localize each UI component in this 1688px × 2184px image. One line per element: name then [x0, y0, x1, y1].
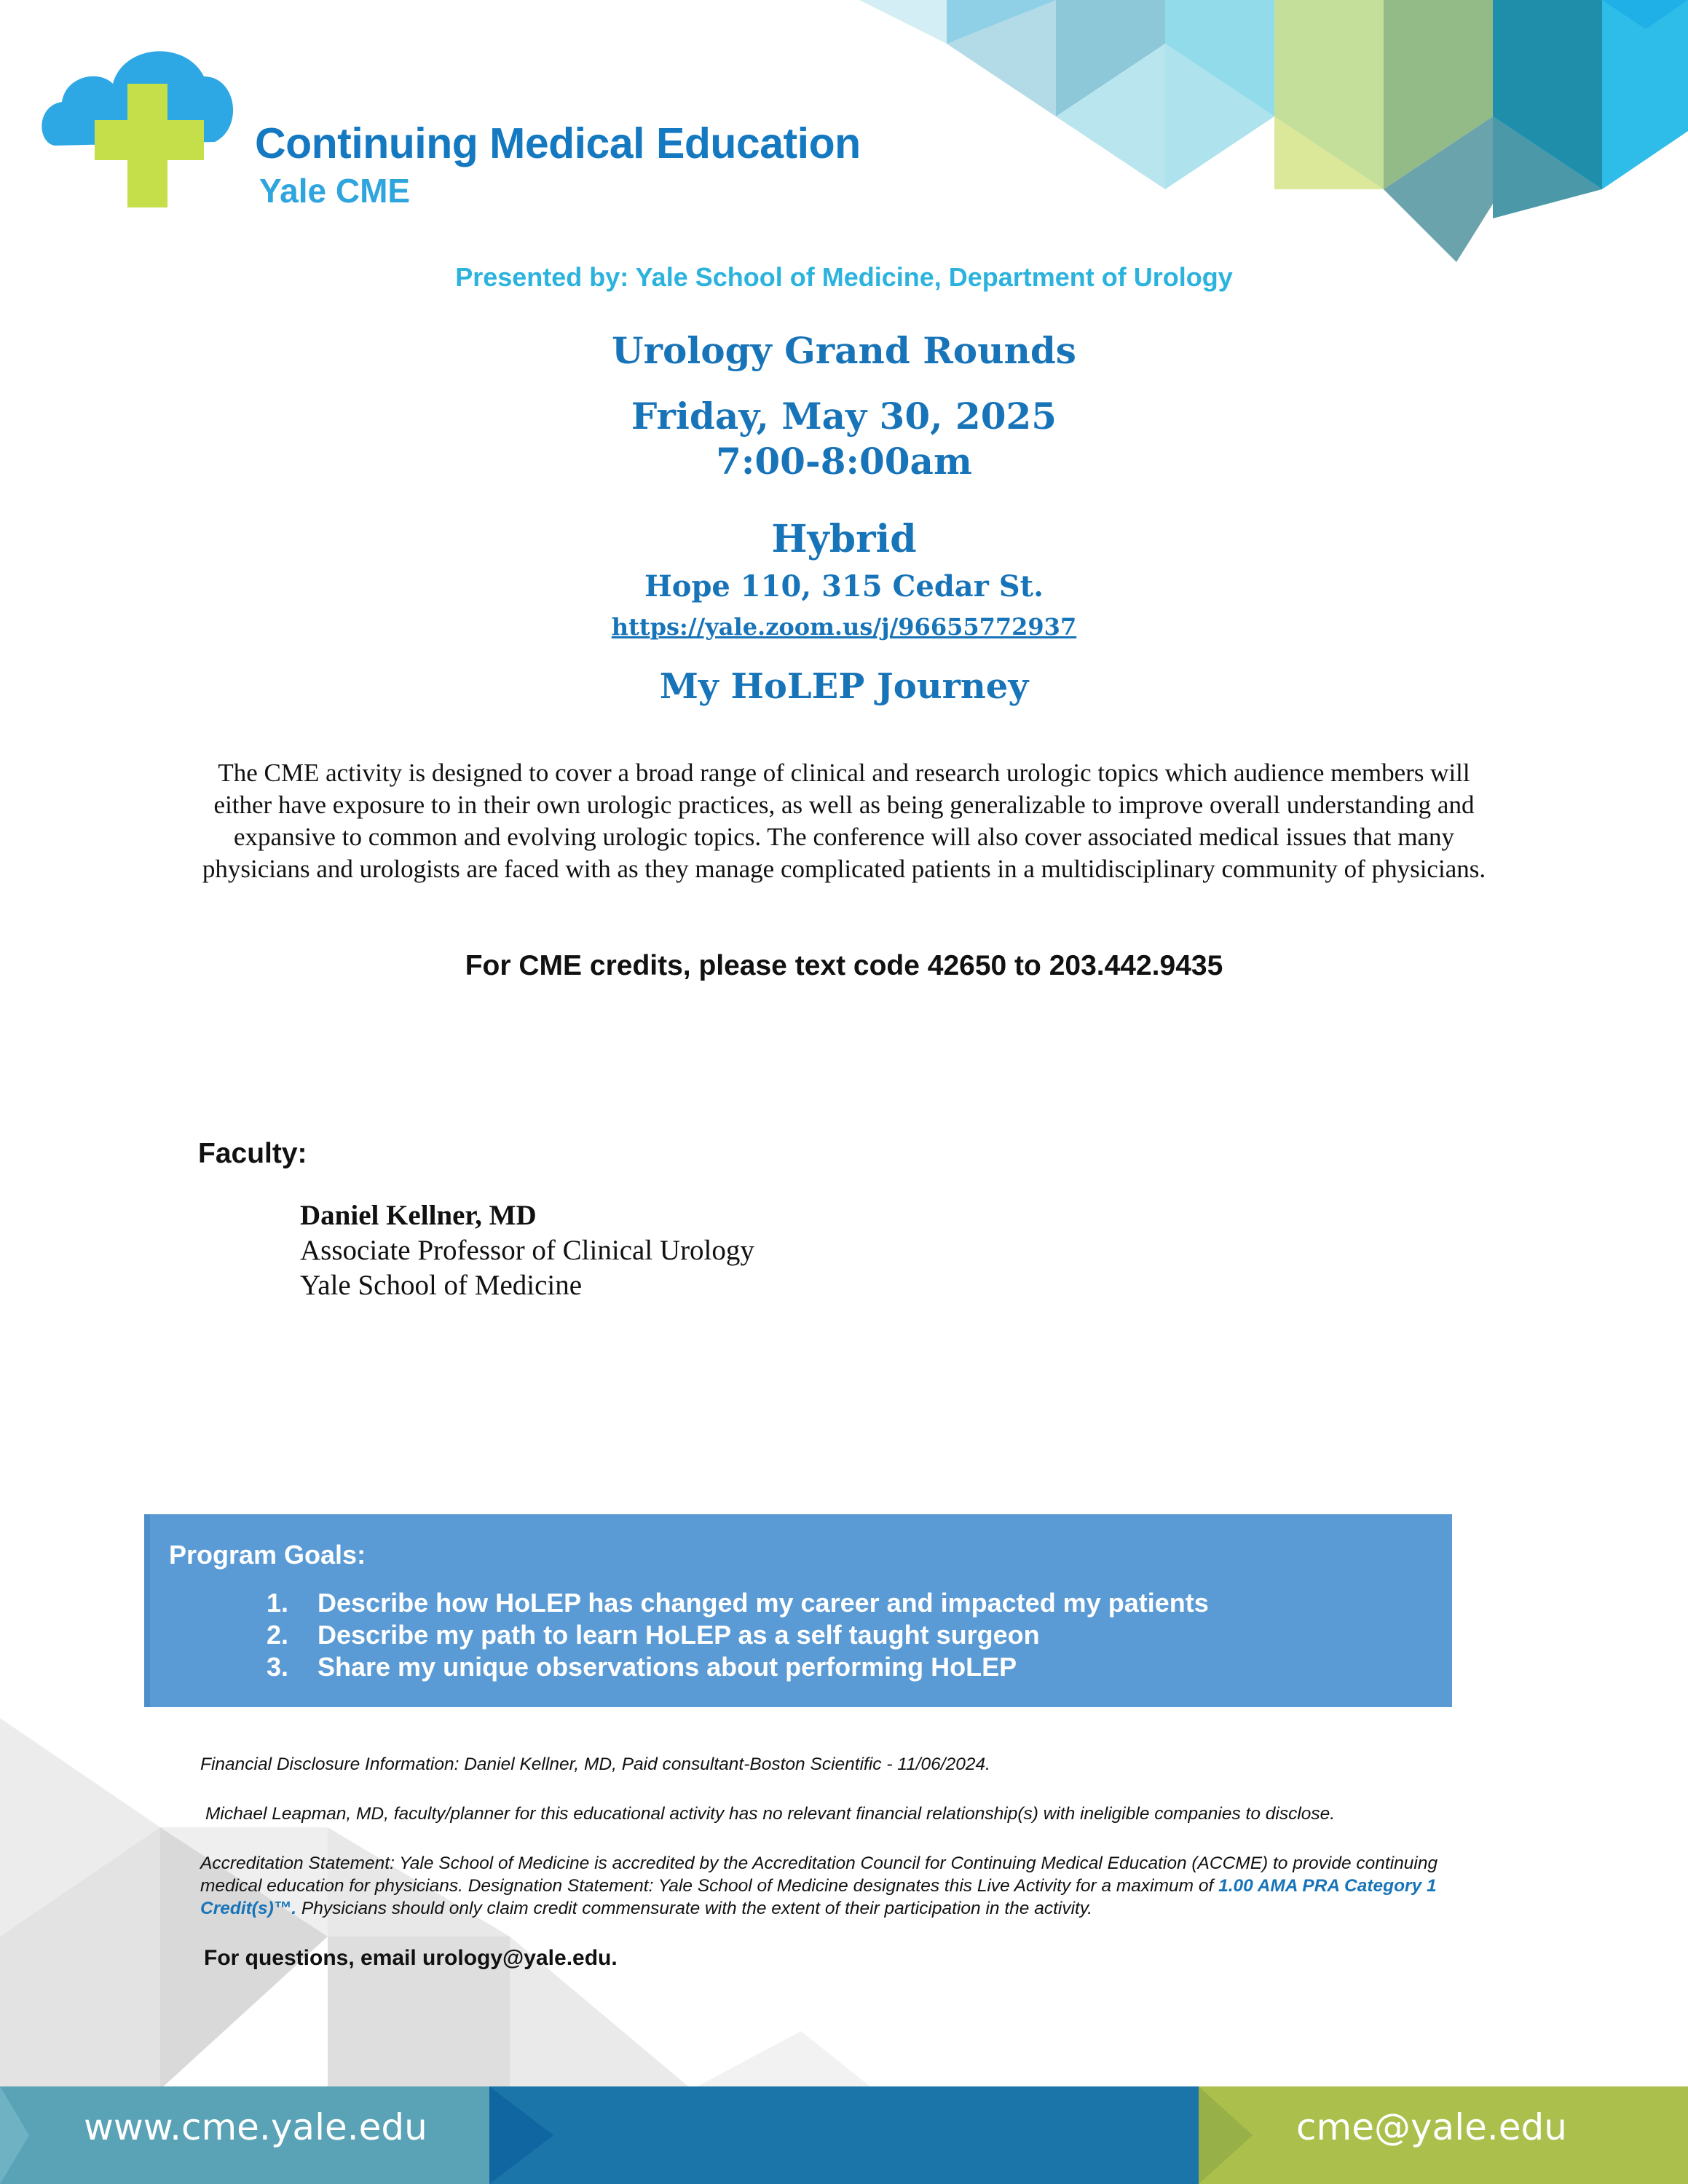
- event-date: Friday, May 30, 2025: [631, 395, 1057, 438]
- event-format: Hybrid: [771, 517, 917, 561]
- decorative-mosaic-top-right: [859, 0, 1688, 277]
- list-item: [267, 1587, 1209, 1619]
- logo-title: Continuing Medical Education: [255, 119, 861, 167]
- faculty-heading: Faculty:: [198, 1138, 307, 1169]
- program-goals-heading: Program Goals:: [169, 1540, 366, 1570]
- talk-title: My HoLEP Journey: [659, 666, 1029, 707]
- program-goals-list: [267, 1587, 1209, 1683]
- logo-subtitle: Yale CME: [259, 172, 411, 210]
- presented-by: Presented by: Yale School of Medicine, Department of Urology: [455, 262, 1233, 292]
- questions-contact: For questions, email urology@yale.edu.: [204, 1946, 618, 1970]
- cme-logo-icon: [40, 33, 259, 215]
- faculty-name: Daniel Kellner, MD: [300, 1200, 537, 1231]
- program-goals-box: [144, 1514, 1452, 1707]
- event-time: 7:00-8:00am: [716, 440, 972, 483]
- zoom-link[interactable]: https://yale.zoom.us/j/96655772937: [611, 613, 1077, 641]
- list-item: [267, 1651, 1209, 1683]
- list-item: [267, 1619, 1209, 1651]
- accreditation-text: Accreditation Statement: Yale School of Medicine is accredited by the Accreditation Council for Continuing Medical Education (ACCME) to provide continuing medical education for physicians. Designation Statement: Yale School of Medicine designates this Live Activity for a maximum of: [200, 1853, 1438, 1896]
- event-location: Hope 110, 315 Cedar St.: [644, 569, 1044, 604]
- footer-email-link[interactable]: cme@yale.edu: [1296, 2106, 1567, 2148]
- accreditation-statement: [200, 1852, 1504, 1920]
- cme-credits-instructions: For CME credits, please text code 42650 to 203.442.9435: [465, 950, 1223, 981]
- goal-text: Describe how HoLEP has changed my career and impacted my patients: [318, 1588, 1209, 1618]
- faculty-block: [300, 1198, 754, 1303]
- goal-text: Describe my path to learn HoLEP as a self taught surgeon: [318, 1620, 1040, 1650]
- goal-number: 3.: [267, 1652, 289, 1682]
- credit-highlight: 1.00 AMA PRA Category 1 Credit(s)™.: [200, 1876, 1437, 1918]
- financial-disclosure: Financial Disclosure Information: Daniel Kellner, MD, Paid consultant-Boston Scientific - 11/06/2024.: [200, 1754, 990, 1774]
- goal-text: Share my unique observations about performing HoLEP: [318, 1652, 1017, 1682]
- faculty-title: Associate Professor of Clinical Urology: [300, 1235, 754, 1266]
- event-title: Urology Grand Rounds: [612, 329, 1076, 372]
- faculty-institution: Yale School of Medicine: [300, 1270, 583, 1301]
- planner-disclosure: Michael Leapman, MD, faculty/planner for this educational activity has no relevant financial relationship(s) with ineligible companies to disclose.: [205, 1804, 1336, 1824]
- activity-description: The CME activity is designed to cover a broad range of clinical and research urologic topics which audience members will either have exposure to in their own urologic practices, as well as being generalizable to improve overall understanding and expansive to common and evolving urologic topics. The conference will also cover associated medical issues that many physicians and urologists are faced with as they manage complicated patients in a multidisciplinary community of physicians.: [202, 759, 1486, 883]
- goal-number: 2.: [267, 1620, 289, 1650]
- goal-number: 1.: [267, 1588, 289, 1618]
- accreditation-text-end: Physicians should only claim credit commensurate with the extent of their participation in the activity.: [296, 1899, 1093, 1918]
- footer-website-link[interactable]: www.cme.yale.edu: [84, 2106, 427, 2148]
